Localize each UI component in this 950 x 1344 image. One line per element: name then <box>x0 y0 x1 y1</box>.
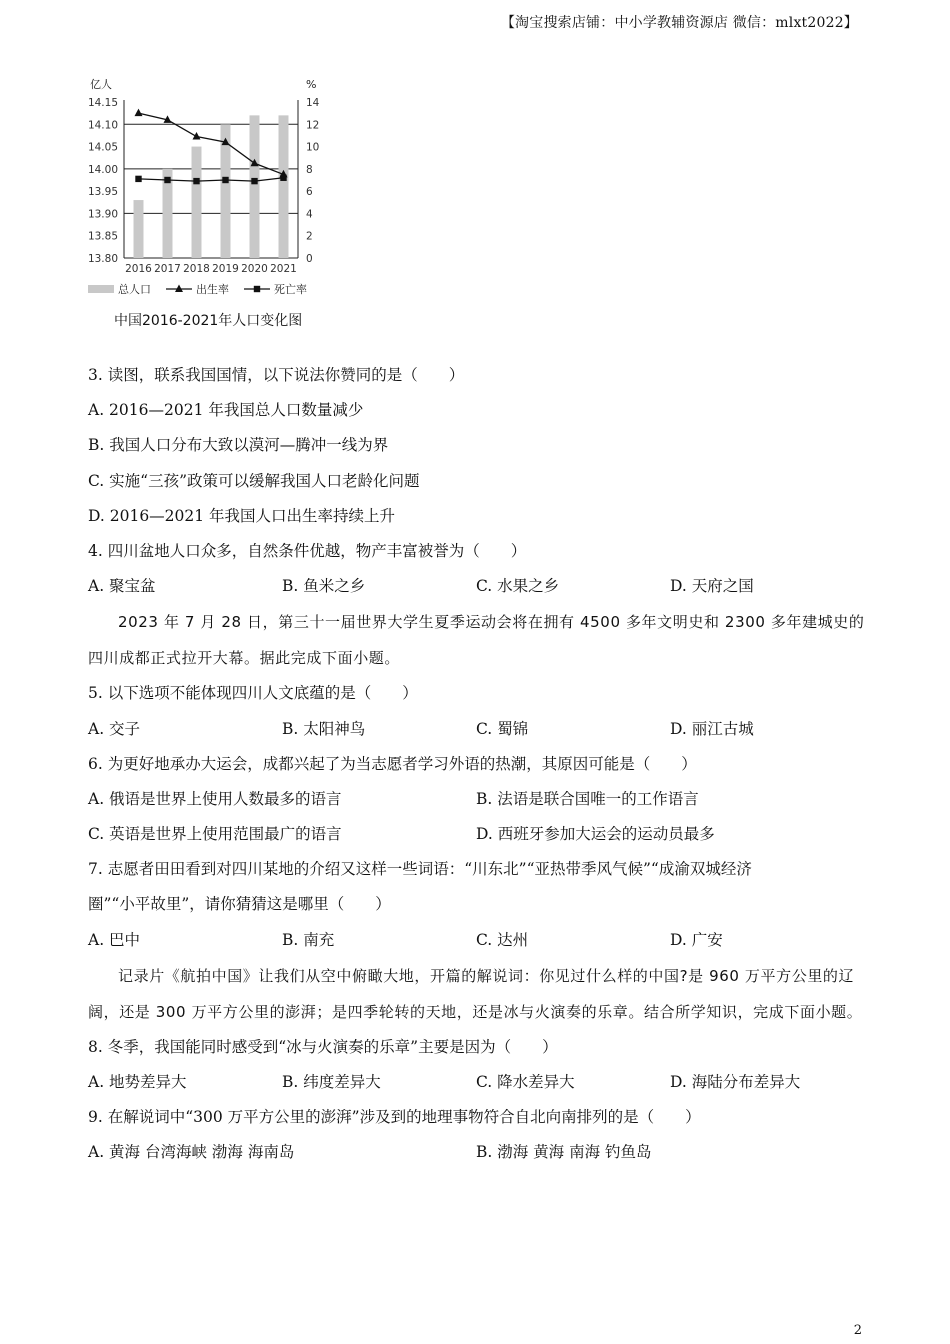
population-chart <box>80 70 340 335</box>
right-tick-label: 14 <box>306 97 320 109</box>
q5-option-b: B. 太阳神鸟 <box>282 719 366 738</box>
point-death-rate <box>222 177 228 183</box>
q8-option-a: A. 地势差异大 <box>88 1073 187 1091</box>
q7-stem-line2: 圈”“小平故里”，请你猜猜这是哪里（ ） <box>88 895 391 914</box>
q7-option-a: A. 巴中 <box>88 930 141 949</box>
q5-options <box>88 712 868 747</box>
x-tick-label: 2017 <box>154 263 181 275</box>
q6-option-b: B. 法语是联合国唯一的工作语言 <box>476 789 699 808</box>
q7-option-d: D. 广安 <box>670 930 723 949</box>
q7-stem-line1: 7. 志愿者田田看到对四川某地的介绍又这样一些词语：“川东北”“亚热带季风气候”“成渝双城经济 <box>88 860 752 879</box>
point-death-rate <box>135 176 141 182</box>
left-tick-label: 14.10 <box>87 119 118 132</box>
left-tick-label: 13.90 <box>87 208 118 221</box>
q4-option-d: D. 天府之国 <box>670 577 754 596</box>
q8-option-d: D. 海陆分布差异大 <box>670 1073 801 1091</box>
left-tick-label: 13.80 <box>87 253 118 265</box>
q4-option-b: B. 鱼米之乡 <box>282 577 366 596</box>
q3-option-c: C. 实施“三孩”政策可以缓解我国人口老龄化问题 <box>88 471 420 490</box>
point-death-rate <box>193 178 199 184</box>
right-tick-label: 2 <box>306 230 313 243</box>
x-tick-label: 2019 <box>212 263 239 275</box>
right-tick-label: 0 <box>306 253 313 265</box>
point-death-rate <box>251 178 257 184</box>
legend-triangle-icon <box>175 285 183 293</box>
q7-options <box>88 923 868 958</box>
right-axis-label: % <box>306 78 317 91</box>
q8-stem: 8. 冬季，我国能同时感受到“冰与火演奏的乐章”主要是因为（ ） <box>88 1037 558 1056</box>
q9-options <box>88 1135 868 1170</box>
q6-option-c: C. 英语是世界上使用范围最广的语言 <box>88 825 342 844</box>
q6-option-d: D. 西班牙参加大运会的运动员最多 <box>476 825 715 844</box>
q6-option-a: A. 俄语是世界上使用人数最多的语言 <box>88 789 342 808</box>
right-tick-label: 10 <box>306 141 320 154</box>
left-tick-label: 14.05 <box>87 141 118 154</box>
bar-total-population <box>134 200 144 258</box>
legend-bar-swatch <box>88 285 114 293</box>
right-tick-label: 8 <box>306 163 313 176</box>
q8-option-b: B. 纬度差异大 <box>282 1073 381 1091</box>
q3-stem: 3. 读图，联系我国国情，以下说法你赞同的是（ ） <box>88 366 465 384</box>
q5-option-c: C. 蜀锦 <box>476 719 529 738</box>
q3-option-d: D. 2016—2021 年我国人口出生率持续上升 <box>88 506 396 525</box>
q7-option-b: B. 南充 <box>282 930 335 949</box>
q4-option-c: C. 水果之乡 <box>476 577 560 596</box>
point-birth-rate <box>135 109 143 117</box>
x-tick-label: 2021 <box>270 263 297 275</box>
right-tick-label: 4 <box>306 208 313 221</box>
q4-options <box>88 569 868 604</box>
page-number: 2 <box>853 1323 862 1338</box>
left-tick-label: 13.95 <box>87 186 118 199</box>
point-death-rate <box>280 175 286 181</box>
bar-total-population <box>279 115 289 258</box>
bar-total-population <box>250 115 260 258</box>
legend-square-icon <box>254 286 260 292</box>
q8-options <box>88 1065 868 1100</box>
left-tick-label: 14.00 <box>87 163 118 176</box>
q8-option-c: C. 降水差异大 <box>476 1073 575 1091</box>
x-tick-label: 2020 <box>241 263 268 275</box>
line-death-rate <box>139 178 284 181</box>
passage-aerial-china: 记录片《航拍中国》让我们从空中俯瞰大地，开篇的解说词：你见过什么样的中国?是 960 万平方公里的辽阔，还是 300 万平方公里的澎湃；是四季轮转的天地，还是冰与火演奏的乐章。结合所学知识，完成下面小题。 <box>88 966 863 1021</box>
point-birth-rate <box>193 132 201 139</box>
q5-option-d: D. 丽江古城 <box>670 719 754 738</box>
q5-option-a: A. 交子 <box>88 719 141 738</box>
bar-total-population <box>192 147 202 258</box>
chart-svg <box>80 70 340 335</box>
legend-birth-rate: 出生率 <box>196 283 229 296</box>
q3-option-b: B. 我国人口分布大致以漠河—腾冲一线为界 <box>88 436 389 455</box>
legend-death-rate: 死亡率 <box>274 283 307 296</box>
x-tick-label: 2016 <box>125 263 152 275</box>
legend-total-population: 总人口 <box>118 283 151 296</box>
q9-option-b: B. 渤海 黄海 南海 钓鱼岛 <box>476 1143 652 1162</box>
passage-universiade: 2023 年 7 月 28 日，第三十一届世界大学生夏季运动会将在拥有 4500 多年文明史和 2300 多年建城史的四川成都正式拉开大幕。据此完成下面小题。 <box>88 613 865 668</box>
q3-option-a: A. 2016—2021 年我国总人口数量减少 <box>88 401 364 420</box>
q6-options-row1 <box>88 782 868 817</box>
q9-stem: 9. 在解说词中“300 万平方公里的澎湃”涉及到的地理事物符合自北向南排列的是（ ） <box>88 1108 701 1127</box>
right-tick-label: 6 <box>306 186 313 199</box>
q6-stem: 6. 为更好地承办大运会，成都兴起了为当志愿者学习外语的热潮，其原因可能是（ ） <box>88 754 697 773</box>
left-tick-label: 13.85 <box>87 230 118 243</box>
question-content <box>88 358 868 1171</box>
page-header: 【淘宝搜索店铺：中小学教辅资源店 微信：mlxt2022】 <box>500 15 858 31</box>
line-birth-rate <box>139 113 284 174</box>
left-axis-label: 亿人 <box>90 78 112 91</box>
q5-stem: 5. 以下选项不能体现四川人文底蕴的是（ ） <box>88 684 418 703</box>
q6-options-row2 <box>88 817 868 852</box>
x-tick-label: 2018 <box>183 263 210 275</box>
point-death-rate <box>164 177 170 183</box>
right-tick-label: 12 <box>306 119 320 132</box>
q4-stem: 4. 四川盆地人口众多，自然条件优越，物产丰富被誉为（ ） <box>88 541 527 560</box>
chart-title: 中国2016-2021年人口变化图 <box>114 313 303 329</box>
q4-option-a: A. 聚宝盆 <box>88 577 156 596</box>
left-tick-label: 14.15 <box>87 97 118 109</box>
q9-option-a: A. 黄海 台湾海峡 渤海 海南岛 <box>88 1143 295 1162</box>
q7-option-c: C. 达州 <box>476 930 529 949</box>
